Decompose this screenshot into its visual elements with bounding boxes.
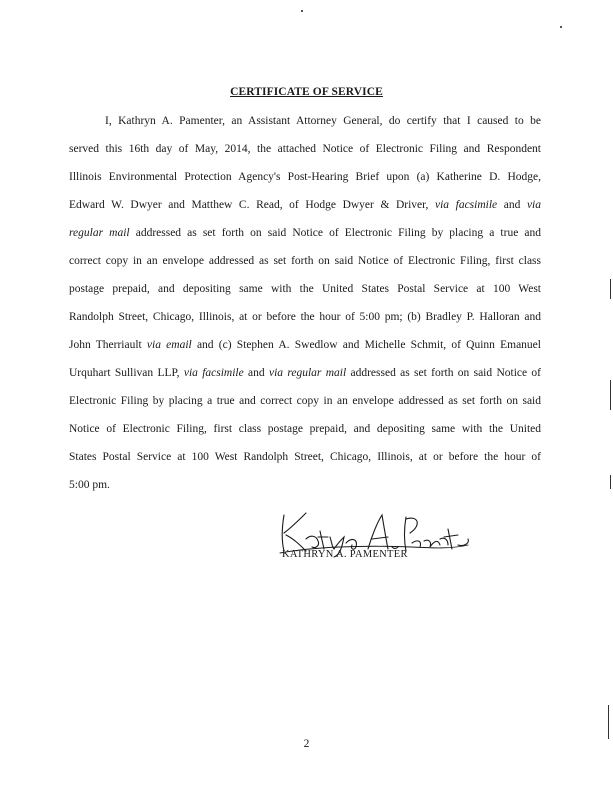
scan-margin-mark	[610, 380, 611, 410]
text-segment: Illinois Environmental Protection Agency's Post-Hearing Brief upon (a) Katherine D. Hodge,	[69, 171, 541, 183]
text-line	[69, 141, 541, 157]
text-line	[69, 393, 541, 409]
scan-speck	[560, 26, 562, 28]
text-segment: correct copy in an envelope addressed as set forth on said Notice of Electronic Filing, first class	[69, 255, 541, 267]
page-number: 2	[303, 738, 310, 750]
text-segment: and	[243, 367, 269, 379]
scan-speck	[301, 10, 303, 12]
text-segment: Edward W. Dwyer and Matthew C. Read, of Hodge Dwyer & Driver,	[69, 199, 435, 211]
text-line	[69, 421, 541, 437]
text-segment: John Therriault	[69, 339, 147, 351]
text-segment: States Postal Service at 100 West Randolph Street, Chicago, Illinois, at or before the hour of	[69, 451, 541, 463]
text-segment: addressed as set forth on said Notice of	[346, 367, 541, 379]
text-line	[69, 225, 541, 241]
text-line	[69, 281, 541, 297]
text-line	[69, 197, 541, 213]
text-line	[69, 477, 541, 493]
text-segment: I, Kathryn A. Pamenter, an Assistant Attorney General, do certify that I caused to be	[105, 115, 541, 127]
text-line	[69, 309, 541, 325]
text-line	[69, 449, 541, 465]
text-segment: Electronic Filing by placing a true and correct copy in an envelope addressed as set forth on said	[69, 395, 541, 407]
text-line	[69, 337, 541, 353]
italic-phrase: via facsimile	[435, 199, 498, 211]
text-segment: postage prepaid, and depositing same with the United States Postal Service at 100 West	[69, 283, 541, 295]
italic-phrase: via regular mail	[268, 367, 347, 379]
text-segment: and (c) Stephen A. Swedlow and Michelle Schmit, of Quinn Emanuel	[191, 339, 541, 351]
scan-margin-mark	[610, 475, 611, 489]
text-line	[69, 365, 541, 381]
text-segment: served this 16th day of May, 2014, the attached Notice of Electronic Filing and Respondent	[69, 143, 541, 155]
text-segment: Randolph Street, Chicago, Illinois, at or before the hour of 5:00 pm; (b) Bradley P. Halloran and	[69, 311, 541, 323]
document-title: CERTIFICATE OF SERVICE	[230, 86, 383, 98]
text-line	[69, 113, 541, 129]
italic-phrase: via	[526, 199, 541, 211]
italic-phrase: via email	[146, 339, 192, 351]
italic-phrase: via facsimile	[183, 367, 244, 379]
text-segment: and	[497, 199, 527, 211]
text-line	[69, 253, 541, 269]
scan-margin-mark	[608, 705, 609, 739]
text-line	[69, 169, 541, 185]
text-segment: Notice of Electronic Filing, first class postage prepaid, and depositing same with the United	[69, 423, 541, 435]
text-segment: addressed as set forth on said Notice of Electronic Filing by placing a true and	[129, 227, 541, 239]
scan-margin-mark	[610, 279, 611, 299]
text-segment: Urquhart Sullivan LLP,	[69, 367, 184, 379]
italic-phrase: regular mail	[69, 227, 130, 239]
signatory-name: KATHRYN A. PAMENTER	[282, 549, 408, 560]
signature-block	[272, 509, 472, 569]
text-segment: 5:00 pm.	[69, 479, 110, 491]
